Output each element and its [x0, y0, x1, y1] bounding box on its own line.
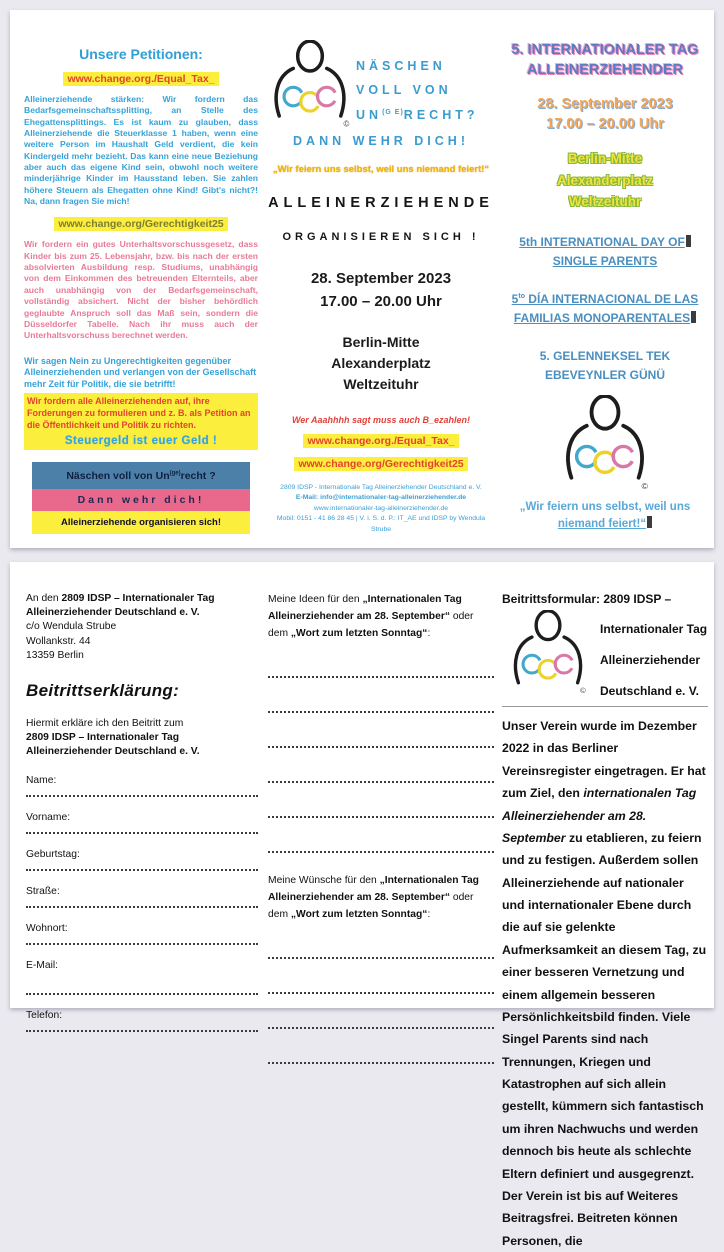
copyright-mark: ©: [343, 119, 350, 129]
motto-quote-right: [502, 499, 708, 534]
wishes-heading: Meine Wünsche für den „Internationalen Tag Alleinerziehender am 28. September“ oder dem „Wort zum letzten Sonntag“:: [268, 874, 479, 920]
event-location-right-line2: Alexanderplatz: [556, 172, 654, 188]
membership-intro-line3: Alleinerziehender Deutschland e. V.: [26, 746, 200, 758]
field-label-vorname: Vorname:: [26, 811, 71, 823]
banner-naeschen-sup: (ge): [169, 470, 181, 477]
form-field-strasse: [26, 886, 258, 908]
headline-line3-end: RECHT?: [403, 107, 479, 122]
imprint-org: 2809 IDSP - Internationale Tag Alleinerziehender Deutschland e. V.: [280, 483, 482, 491]
write-in-line[interactable]: [26, 786, 258, 797]
statement-paragraph: Wir sagen Nein zu Ungerechtigkeiten gegenüber Alleinerziehenden und verlangen von der Gesellschaft mehr Zeit für Politik, die sie betrifft!: [24, 355, 257, 390]
copyright-mark: ©: [580, 685, 586, 695]
field-label-telefon: Telefon:: [26, 1009, 63, 1021]
gerechtigkeit25-link[interactable]: www.change.org/Gerechtigkeit25: [54, 217, 227, 231]
event-location-line3: Weltzeituhr: [343, 375, 419, 392]
text-cursor: [647, 516, 652, 528]
write-in-line[interactable]: [26, 860, 258, 871]
address-org-line1: 2809 IDSP – Internationaler Tag: [61, 593, 215, 604]
write-in-line[interactable]: [26, 897, 258, 908]
write-in-line[interactable]: [268, 643, 494, 678]
write-in-line[interactable]: [268, 748, 494, 783]
title-turkish-line1: 5. GELENNEKSEL TEK: [539, 349, 671, 364]
divider: [502, 706, 708, 707]
banner-naeschen: [32, 462, 250, 489]
tax-slogan: Steuergeld ist euer Geld !: [64, 434, 218, 447]
logo-wrapper: [502, 395, 708, 495]
event-date-right: [502, 94, 708, 135]
form-field-geburtstag: [26, 849, 258, 871]
call-to-action-block: [24, 393, 258, 449]
ideas-write-in-area: [268, 643, 494, 853]
banner-wehr-dich: Dann wehr dich!: [32, 489, 250, 511]
cover-column: [266, 40, 496, 535]
gerechtigkeit25-link-middle[interactable]: www.change.org/Gerechtigkeit25: [294, 457, 467, 471]
membership-intro-line1: Hiermit erkläre ich den Beitritt zum: [26, 718, 184, 730]
banner-naeschen-text: Näschen voll von Un: [66, 469, 170, 482]
event-location-line2: Alexanderplatz: [331, 354, 431, 371]
motto-quote-right-line2: niemand feiert!“: [557, 517, 647, 530]
field-label-email: E-Mail:: [26, 959, 59, 971]
address-city: 13359 Berlin: [26, 649, 84, 661]
form-field-name: [26, 775, 258, 797]
headline-line3-start: UN: [356, 107, 383, 122]
event-date-right-line2: 17.00 – 20.00 Uhr: [546, 115, 664, 132]
address-street: Wollankstr. 44: [26, 635, 91, 647]
title-english: [502, 233, 708, 270]
write-in-line[interactable]: [26, 934, 258, 945]
form-field-vorname: [26, 812, 258, 834]
petitions-column: [24, 40, 258, 534]
event-date-line1: 28. September 2023: [310, 270, 452, 287]
text-cursor: [691, 311, 696, 323]
field-label-name: Name:: [26, 774, 57, 786]
org-name-lines: [600, 622, 707, 698]
event-location: [266, 332, 496, 395]
form-field-email: [26, 960, 258, 995]
headline-line1: NÄSCHEN: [356, 59, 446, 73]
single-parent-logo-icon: [266, 40, 354, 132]
write-in-line[interactable]: [26, 823, 258, 834]
title-turkish-line2: EBEVEYNLER GÜNÜ: [544, 367, 666, 382]
pun-line: Wer Aaahhhh sagt muss auch B_ezahlen!: [291, 414, 471, 425]
international-column: [502, 40, 708, 533]
postal-address: [26, 592, 258, 663]
org-name-line2: Alleinerziehender: [600, 653, 701, 667]
event-title: [502, 40, 708, 81]
field-label-strasse: Straße:: [26, 885, 60, 897]
event-location-line1: Berlin-Mitte: [342, 333, 420, 350]
address-prefix: An den: [26, 593, 62, 604]
single-parent-logo-icon: [502, 610, 594, 698]
alleinerziehende-title: ALLEINERZIEHENDE: [268, 195, 494, 211]
title-turkish: [502, 347, 708, 384]
event-location-right-line3: Weltzeituhr: [568, 194, 642, 210]
call-to-action-text: Wir fordern alle Alleinerziehenden auf, ihre Forderungen zu formulieren und z. B. als Petition an die Öffentlichkeit und Politik zu richten.: [27, 396, 251, 431]
petitions-heading: Unsere Petitionen:: [79, 46, 203, 62]
field-label-geburtstag: Geburtstag:: [26, 848, 80, 860]
write-in-line[interactable]: [268, 783, 494, 818]
flyer-page-form: [10, 562, 714, 1248]
title-english-line2: SINGLE PARENTS: [552, 253, 658, 268]
motto-quote: „Wir feiern uns selbst, weil uns niemand feiert!“: [272, 164, 490, 175]
address-co: c/o Wendula Strube: [26, 621, 117, 633]
wishes-write-in-area: [268, 924, 494, 1064]
event-date-right-line1: 28. September 2023: [537, 95, 673, 112]
event-title-line2: ALLEINERZIEHENDER: [526, 62, 684, 79]
text-cursor: [686, 235, 691, 247]
write-in-line[interactable]: [268, 818, 494, 853]
membership-heading: Beitrittserklärung:: [26, 681, 180, 701]
write-in-line[interactable]: [26, 1021, 258, 1032]
write-in-line[interactable]: [26, 971, 258, 995]
headline-line2: VOLL VON: [356, 83, 452, 98]
form-field-telefon: [26, 1010, 258, 1032]
imprint-email[interactable]: E-Mail: info@internationaler-tag-alleinerziehender.de: [295, 494, 467, 502]
copyright-mark: ©: [641, 480, 648, 491]
title-english-line1: 5th INTERNATIONAL DAY OF: [519, 234, 685, 249]
organisieren-subtitle: ORGANISIEREN SICH !: [282, 231, 480, 243]
write-in-line[interactable]: [268, 959, 494, 994]
equal-tax-link[interactable]: www.change.org./Equal_Tax_: [63, 72, 218, 86]
logo-org-row: [502, 610, 708, 698]
event-title-line1: 5. INTERNATIONALER TAG: [511, 42, 699, 58]
title-spanish-line1: $5^{to}$ DÍA INTERNACIONAL DE LAS: [511, 292, 699, 307]
org-name-line1: Internationaler Tag: [600, 622, 708, 636]
imprint-website[interactable]: www.internationaler-tag-alleinerziehender.de: [313, 504, 449, 512]
headline-line3: [356, 103, 479, 127]
form-heading: Beitrittsformular: 2809 IDSP –: [502, 592, 672, 606]
event-location-right-line1: Berlin-Mitte: [567, 151, 643, 167]
event-date: [266, 267, 496, 314]
association-column: [502, 592, 708, 1252]
form-field-wohnort: [26, 923, 258, 945]
headline-line3-sup: (G E): [382, 108, 404, 116]
membership-intro: [26, 717, 258, 760]
ideas-column: [268, 592, 494, 1064]
write-in-line[interactable]: [268, 1029, 494, 1064]
write-in-line[interactable]: [268, 678, 494, 713]
title-spanish: [502, 290, 708, 327]
event-date-line2: 17.00 – 20.00 Uhr: [320, 293, 442, 311]
cover-headline: [356, 54, 479, 127]
banner-naeschen-text-end: recht ?: [180, 469, 216, 482]
petition-paragraph-unterhalt: Wir fordern ein gutes Unterhaltsvorschussgesetz, dass Kinder bis zum 25. Lebensjahr, bzw. bis nach der ersten absolvierten Ausbildung resp. Studiums, unabhängig von dem Einkommen des betreuenden Elternteils, aber auch unabhängig von der Bedarfsgemeinschaft, vollständig absichert. Nicht der bisher behördlich geglaubte Anspruch soll das Maß sein, sondern die Düsseldorfer Tabelle. Nach ihr muss auch der Unterhaltsvorschuss berechnet werden.: [24, 239, 258, 341]
single-parent-logo-icon: [551, 395, 659, 495]
association-description: Unser Verein wurde im Dezember 2022 in das Berliner Vereinsregister eingetragen. Er hat zum Ziel, den internationalen Tag Alleinerziehender am 28. September zu etablieren, zu feiern und zu festigen. Außerdem sollen Alleinerziehende auf nationaler und internationaler Ebene durch die auf sie gelenkte Aufmerksamkeit an diesem Tag, zu einer besseren Vernetzung und einem allgemein besseren Persönlichkeitsbild finden. Viele Singel Parents sind nach Trennungen, Kriegen und Katastrophen auf sich allein gestellt, kümmern sich fantastisch um ihren Nachwuchs und werden dennoch bis heute als schlechte Eltern definiert und ausgegrenzt. Der Verein ist bis auf Weiteres Beitragsfrei. Beitreten können Personen, die: [502, 719, 707, 1248]
banner-organisieren: Alleinerziehende organisieren sich!: [32, 511, 250, 534]
address-org-line2: Alleinerziehender Deutschland e. V.: [26, 607, 200, 619]
write-in-line[interactable]: [268, 924, 494, 959]
membership-column: [26, 592, 258, 1032]
imprint-footer: [266, 483, 496, 536]
field-label-wohnort: Wohnort:: [26, 922, 68, 934]
petition-paragraph-equal-tax: Alleinerziehende stärken: Wir fordern das Bedarfsgemeinschaftssplitting, an Stelle des Ehegattensplittings. Es ist kaum zu glauben, dass Alleinerziehende die Steuerklasse 1 haben, wenn eine weitere Person im Haushalt Geld verdient, die kein Kindergeld mehr bezieht. Das kann eine neue Beziehung aber auch das eigene Kind sein, obwohl noch weitere minderjährige Kinder im Hausstand leben. Sie zahlen höhere Steuern als Ehegatten ohne Kind! Gibt's nicht?! Na, dann fragen Sie mich!: [24, 94, 258, 207]
ideas-heading: Meine Ideen für den „Internationalen Tag Alleinerziehender am 28. September“ oder dem „Wort zum letzten Sonntag“:: [268, 594, 474, 639]
motto-quote-right-line1: „Wir feiern uns selbst, weil uns: [519, 500, 691, 513]
write-in-line[interactable]: [268, 713, 494, 748]
membership-intro-line2: 2809 IDSP – Internationaler Tag: [26, 732, 179, 744]
flyer-page-front: [10, 10, 714, 548]
title-spanish-line2: FAMILIAS MONOPARENTALES: [513, 310, 691, 325]
imprint-mobile: Mobil: 0151 - 41 86 28 45 | V. i. S. d. P.: IT_AE und IDSP by Wendula Strube: [276, 515, 486, 533]
event-location-right: [502, 148, 708, 213]
org-name-line3: Deutschland e. V.: [600, 684, 699, 698]
equal-tax-link-middle[interactable]: www.change.org./Equal_Tax_: [303, 434, 458, 448]
headline-line4: DANN WEHR DICH!: [293, 134, 469, 148]
logo-headline-row: [266, 40, 496, 132]
